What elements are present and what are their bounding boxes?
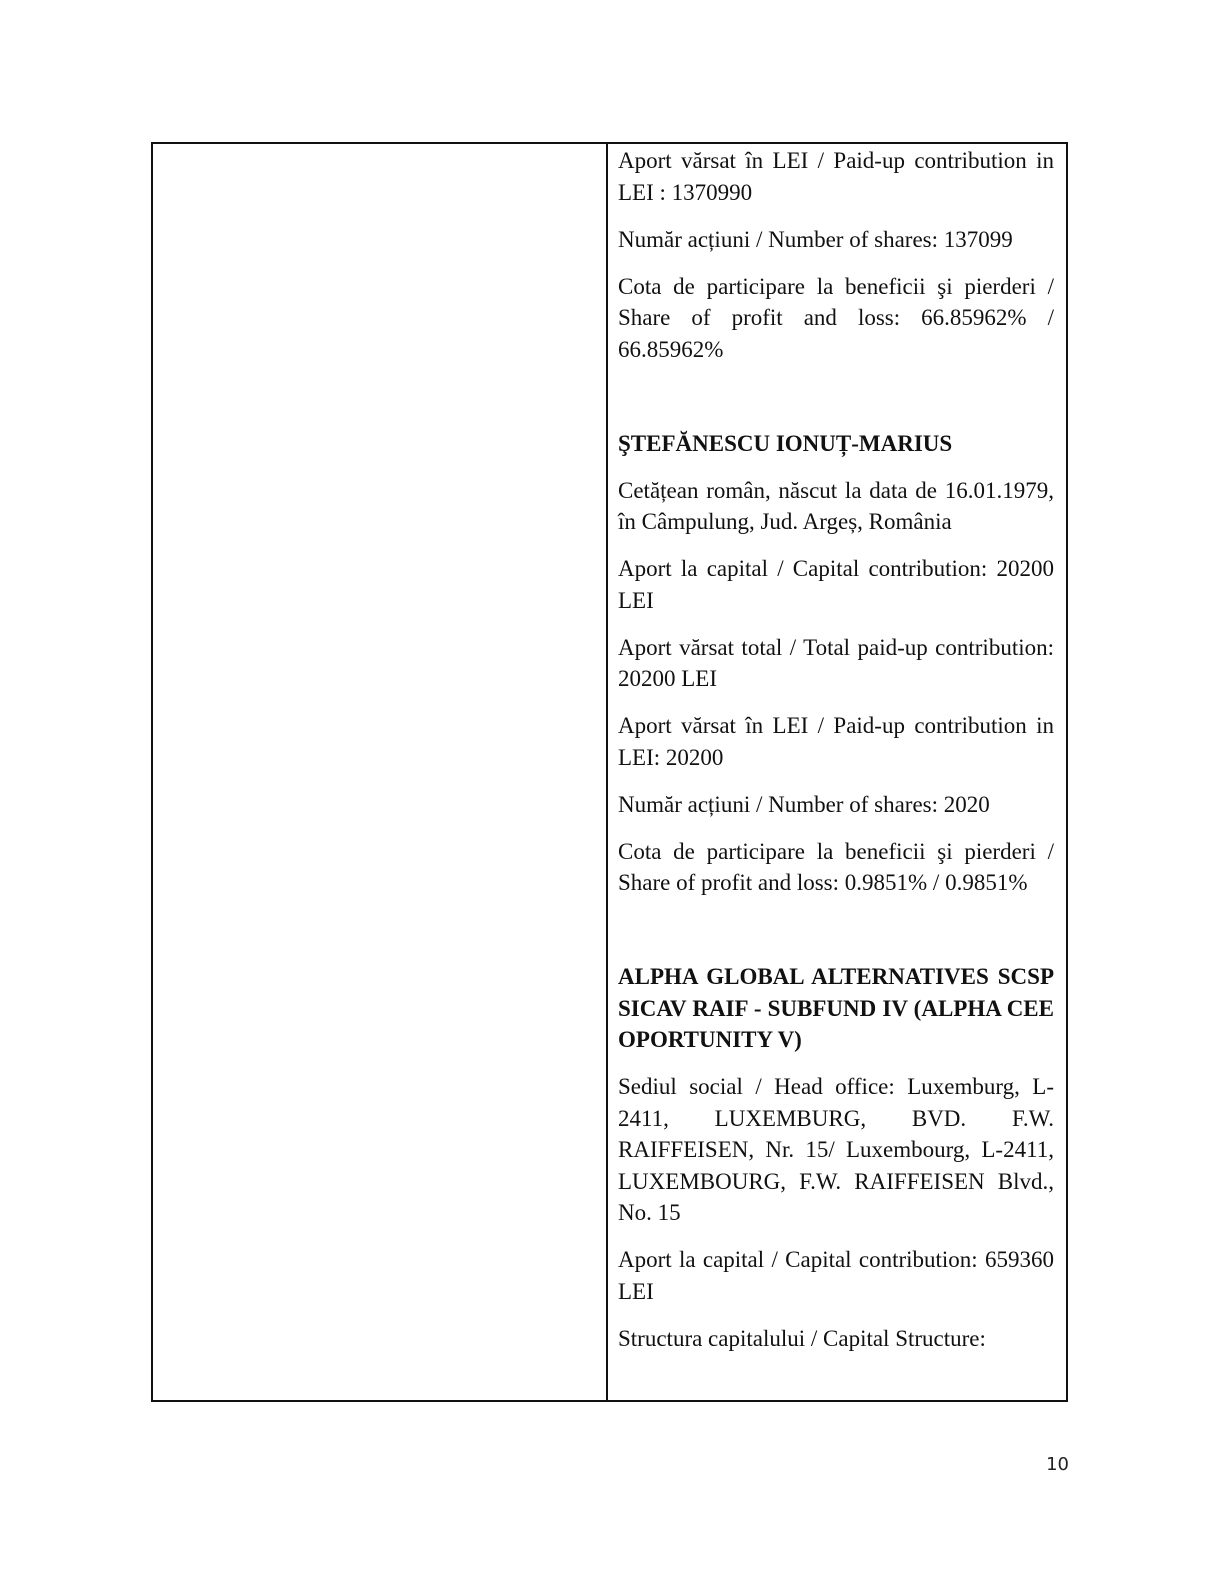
capital-structure: Structura capitalului / Capital Structure:	[618, 1325, 986, 1351]
paragraph-spacer	[618, 381, 1054, 428]
document-table	[151, 142, 1068, 1402]
number-of-shares: Număr acțiuni / Number of shares: 2020	[618, 791, 990, 817]
page-number: 10	[1046, 1454, 1069, 1475]
total-paid-up-contribution: Aport vărsat total / Total paid-up contribution: 20200 LEI	[618, 634, 1054, 691]
head-office: Sediul social / Head office: Luxemburg, L-2411, LUXEMBURG, BVD. F.W. RAIFFEISEN, Nr. 15/ Luxembourg, L-2411, LUXEMBOURG, F.W. RAIFFEISEN Blvd., No. 15	[618, 1074, 1054, 1225]
profit-loss-share: Cota de participare la beneficii şi pierderi / Share of profit and loss: 0.9851% / 0.9851%	[618, 838, 1054, 895]
table-left-cell	[153, 144, 608, 1400]
capital-contribution: Aport la capital / Capital contribution: 659360 LEI	[618, 1247, 1054, 1304]
paragraph-spacer	[618, 914, 1054, 961]
number-of-shares: Număr acțiuni / Number of shares: 137099	[618, 226, 1013, 252]
table-right-cell	[608, 144, 1066, 1400]
paid-up-contribution-lei: Aport vărsat în LEI / Paid-up contribution in LEI : 1370990	[618, 148, 1054, 205]
shareholder-citizenship: Cetățean român, născut la data de 16.01.1979, în Câmpulung, Jud. Argeș, România	[618, 477, 1054, 534]
capital-contribution: Aport la capital / Capital contribution: 20200 LEI	[618, 556, 1054, 613]
paid-up-contribution-lei: Aport vărsat în LEI / Paid-up contribution in LEI: 20200	[618, 713, 1054, 770]
profit-loss-share: Cota de participare la beneficii şi pierderi / Share of profit and loss: 66.85962% / 66.85962%	[618, 273, 1054, 362]
shareholder-name: ŞTEFĂNESCU IONUȚ-MARIUS	[618, 430, 953, 456]
shareholder-name: ALPHA GLOBAL ALTERNATIVES SCSP SICAV RAIF - SUBFUND IV (ALPHA CEE OPORTUNITY V)	[618, 964, 1054, 1052]
